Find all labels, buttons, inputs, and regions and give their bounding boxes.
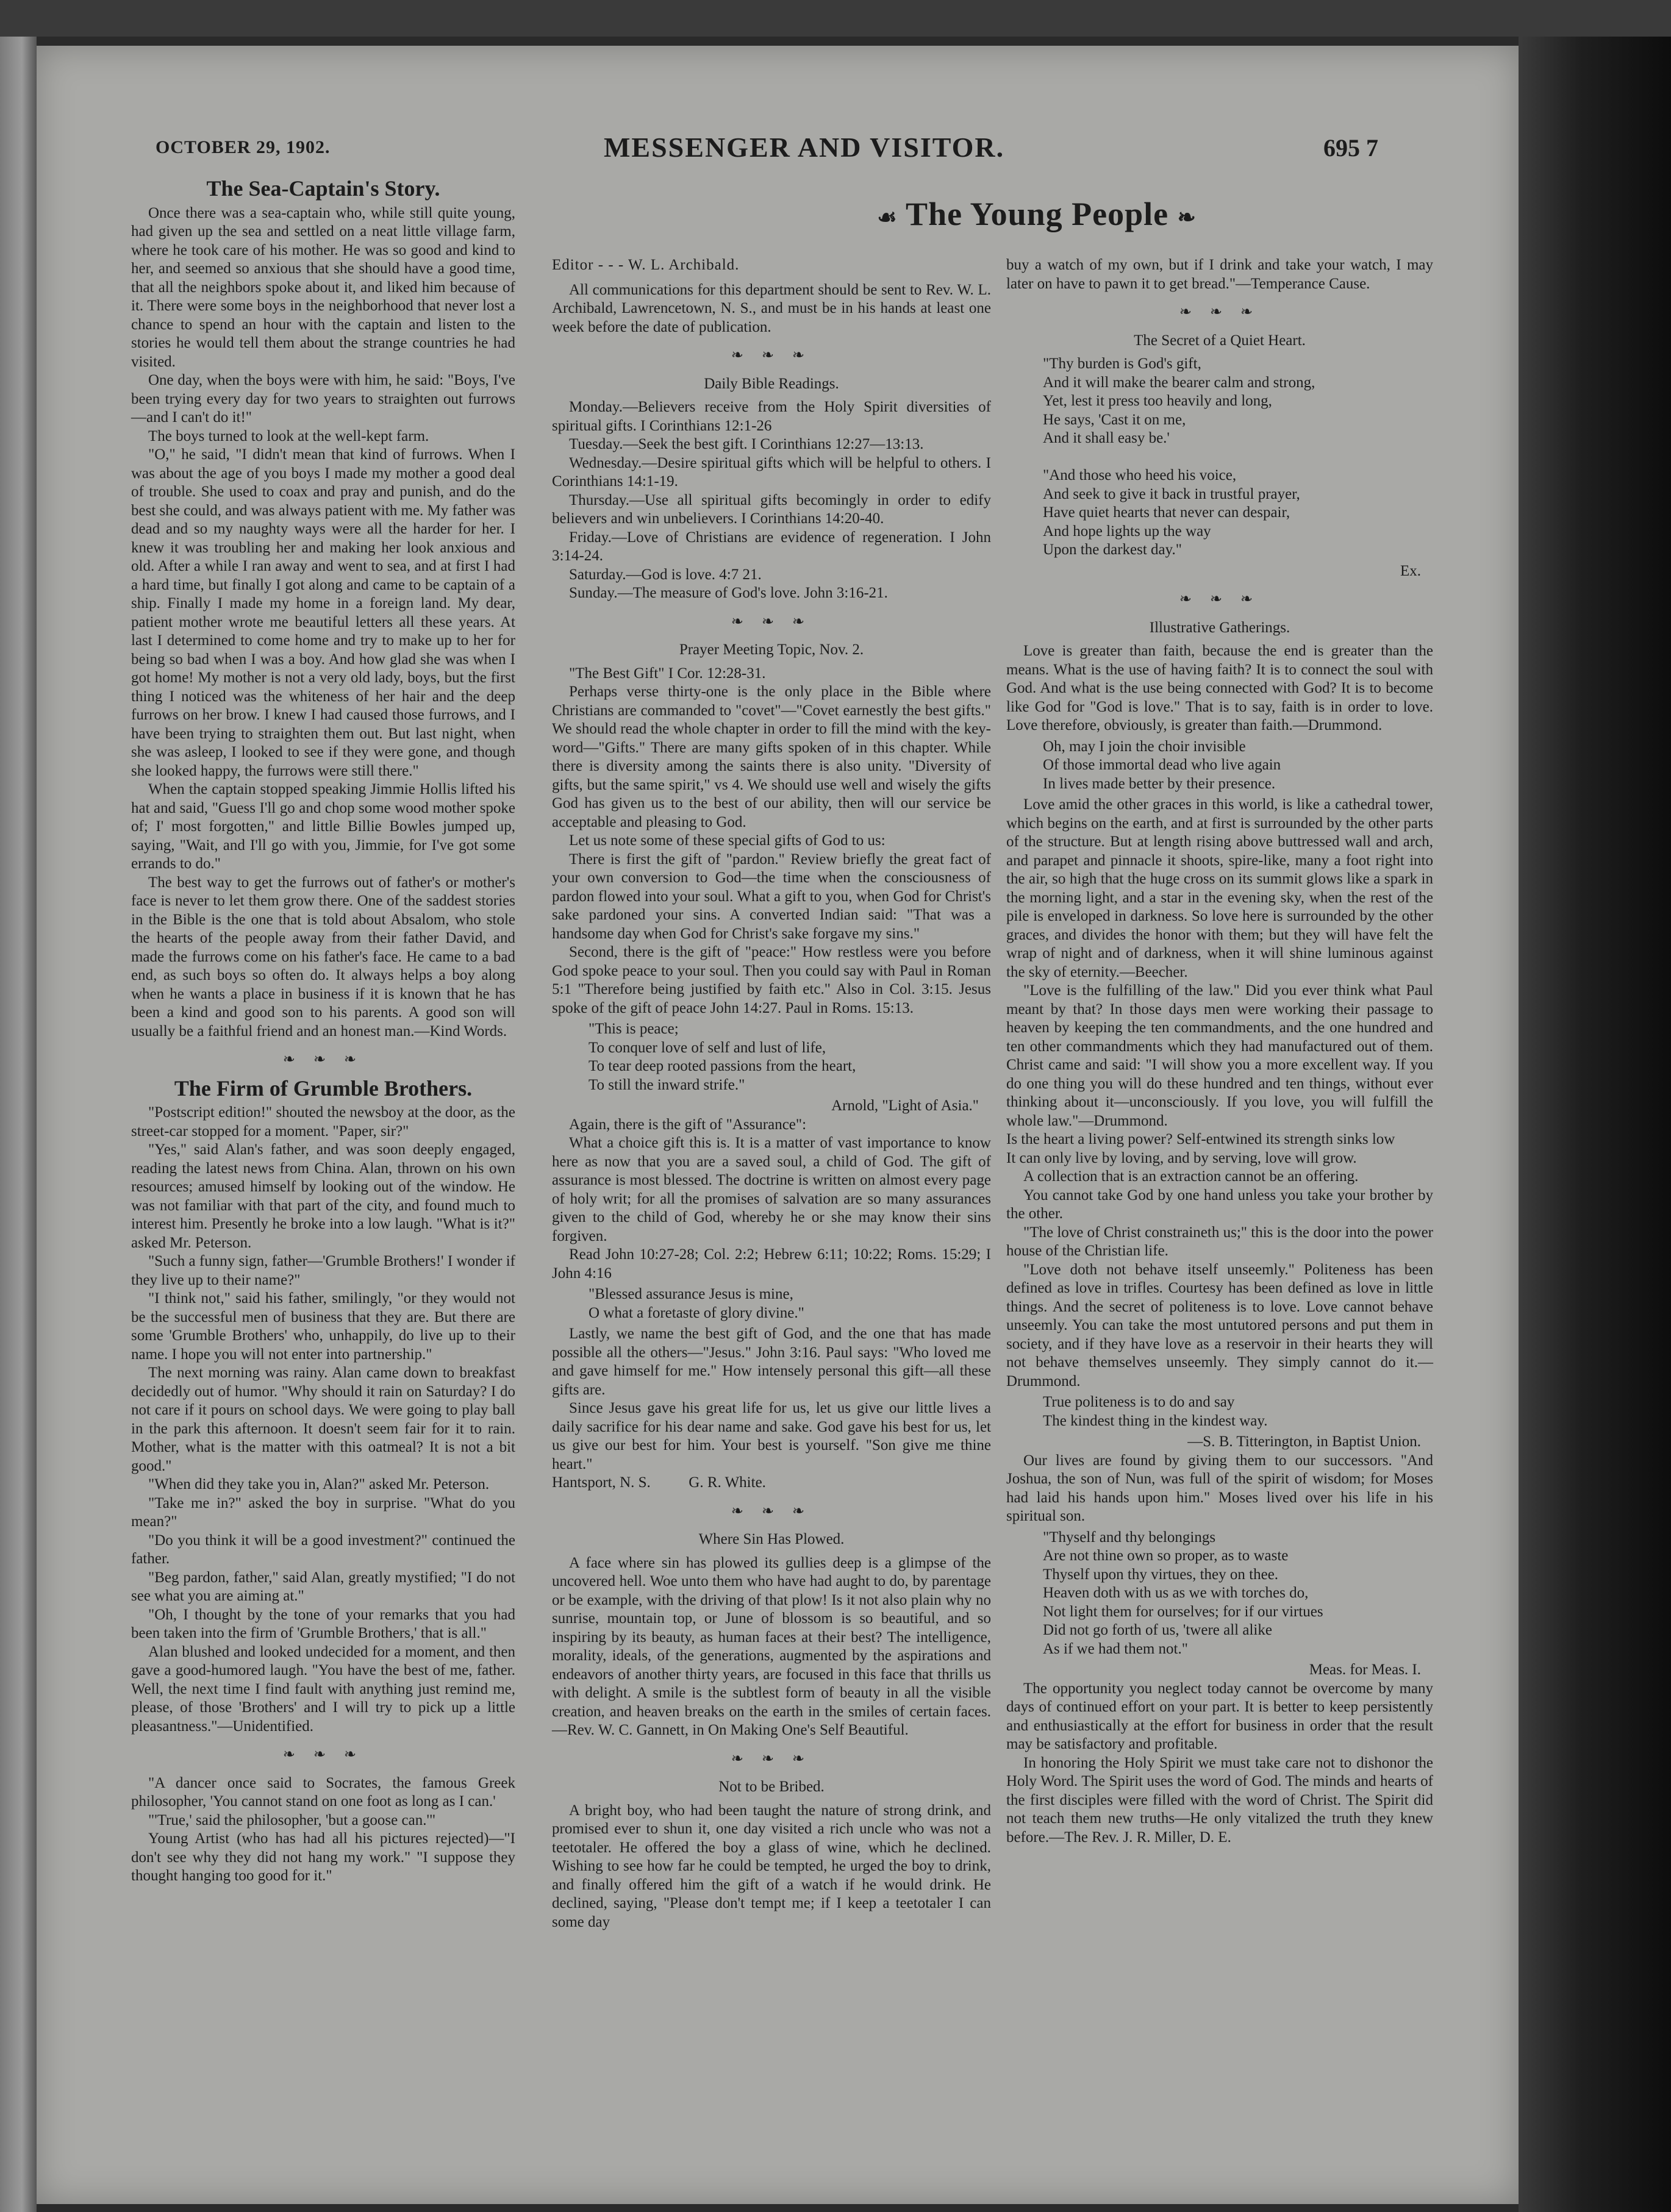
verse: "Blessed assurance Jesus is mine, O what a foretaste of glory divine."	[589, 1286, 804, 1321]
paragraph: "Such a funny sign, father—'Grumble Brothers!' I wonder if they live up to their name?"	[131, 1253, 515, 1288]
paragraph: What a choice gift this is. It is a matter of vast importance to know here as now that you are a saved soul, a child of God. The gift of assurance is most blessed. The doctrine is written on almost every page of holy writ; for all the promises of salvation are so many assurances given to the child of God, whereby he or she may know their sins forgiven.	[552, 1135, 991, 1244]
verse: "Thy burden is God's gift, And it will make the bearer calm and strong, Yet, lest it press too heavily and long, He says, 'Cast it on me, And it shall easy be.' "And those who heed his voice, And seek to give it back in trustful prayer, Have quiet hearts that never can despair, And hope lights up the way Upon the darkest day."	[1043, 355, 1315, 558]
paragraph: "The love of Christ constraineth us;" this is the door into the power house of the Christian life.	[1006, 1224, 1433, 1259]
paragraph: "Do you think it will be a good investment?" continued the father.	[131, 1532, 515, 1567]
ornament-divider-icon: ❧ ❧ ❧	[282, 1052, 364, 1068]
paragraph: Since Jesus gave his great life for us, let us give our little lives a daily sacrifice for his dear name and sake. God gave his best for us, let us give our best for him. Your best is yourself. "Son give me thine heart."	[552, 1400, 991, 1472]
paragraph: "When did they take you in, Alan?" asked Mr. Peterson.	[148, 1476, 490, 1493]
reading: Wednesday.—Desire spiritual gifts which will be helpful to others. I Corinthians 14:1-19.	[552, 454, 991, 490]
article-title: The Firm of Grumble Brothers.	[174, 1076, 473, 1101]
masthead	[116, 131, 1476, 168]
reading: Tuesday.—Seek the best gift. I Corinthians 12:27—13:13.	[569, 436, 924, 452]
paragraph: Young Artist (who has had all his pictures rejected)—"I don't see why they did not hang my work." "I suppose they thought hanging too good for it."	[131, 1830, 515, 1884]
paragraph: Second, there is the gift of "peace:" How restless were you before God spoke peace to your soul. Then you could say with Paul in Roman 5:1 "Therefore being justified by faith etc." Also in Col. 3:15. Jesus spoke of the gift of peace John 14:27. Paul in Roms. 15:13.	[552, 944, 991, 1016]
paragraph: Let us note some of these special gifts of God to us:	[569, 832, 886, 849]
reading: Thursday.—Use all spiritual gifts becomingly in order to edify believers and win unbelievers. I Corinthians 14:20-40.	[552, 491, 991, 527]
paragraph: You cannot take God by one hand unless you take your brother by the other.	[1006, 1186, 1433, 1222]
issue-date: OCTOBER 29, 1902.	[156, 137, 331, 157]
paragraph: "A dancer once said to Socrates, the famous Greek philosopher, 'You cannot stand on one foot as long as I can.'	[131, 1774, 515, 1810]
attribution: Meas. for Meas. I.	[1309, 1661, 1421, 1678]
subheading: Illustrative Gatherings.	[1149, 619, 1290, 636]
paragraph: There is first the gift of "pardon." Review briefly the great fact of your own conversion to God—the time when the consciousness of pardon flowed into your soul. What a gift to you, when God for Christ's sake pardoned your sins. A converted Indian said: "That was a handsome day when God for Christ's sake forgave my sins."	[552, 851, 991, 942]
editor-line: Editor - - - W. L. Archibald.	[552, 257, 740, 273]
attribution: Arnold, "Light of Asia."	[831, 1097, 979, 1114]
paragraph: When the captain stopped speaking Jimmie Hollis lifted his hat and said, "Guess I'll go and chop some wood mother spoke of; I' most forgotten," and little Billie Bowles jumped up, saying, "Wait, and I'll go with you, Jimmie, for I've got some errands to do."	[131, 781, 515, 872]
column-1	[131, 171, 515, 1886]
paragraph: "The Best Gift" I Cor. 12:28-31.	[569, 665, 766, 682]
paragraph: "I think not," said his father, smilingly, "or they would not be the successful men of business that they are. But there are some 'Grumble Brothers' who, unhappily, do live up to their name. I hope you will not enter into partnership."	[131, 1290, 515, 1363]
attribution: —S. B. Titterington, in Baptist Union.	[1187, 1433, 1421, 1450]
paragraph: "Love is the fulfilling of the law." Did you ever think what Paul meant by that? In those days men were working their passage to heaven by keeping the ten commandments, and the one hundred and ten other commandments which they had manufactured out of them. Christ came and said: "I will show you a more excellent way. If you do one thing you will do these hundred and ten things, without ever thinking about it—unconsciously. If you love, you will fulfill the whole law."—Drummond.	[1006, 982, 1433, 1129]
article-title: The Sea-Captain's Story.	[206, 176, 440, 201]
verse: "This is peace; To conquer love of self and lust of life, To tear deep rooted passions from the heart, To still the inward strife."	[589, 1021, 856, 1093]
page-number: 695 7	[1323, 134, 1378, 162]
paragraph: Our lives are found by giving them to our successors. "And Joshua, the son of Nun, was full of the spirit of wisdom; for Moses had laid his hands upon him." Moses lived over his life in his spiritual son.	[1006, 1452, 1433, 1524]
paragraph: The boys turned to look at the well-kept farm.	[148, 427, 429, 444]
ornament-right-icon: ❧	[1177, 205, 1197, 230]
paragraph: Again, there is the gift of "Assurance":	[569, 1116, 807, 1133]
paragraph: "Postscript edition!" shouted the newsboy at the door, as the street-car stopped for a moment. "Paper, sir?"	[131, 1104, 515, 1140]
paragraph: Alan blushed and looked undecided for a moment, and then gave a good-humored laugh. "You have the best of me, father. Well, the next time I find fault with anything just remind me, please, of those 'Brothers' and I will try to pick up a little pleasantness."—Unidentified.	[131, 1643, 515, 1735]
ornament-divider-icon: ❧ ❧ ❧	[282, 1747, 364, 1763]
subheading: Where Sin Has Plowed.	[698, 1531, 845, 1547]
reading: Monday.—Believers receive from the Holy Spirit diversities of spiritual gifts. I Corinthians 12:1-26	[552, 399, 991, 434]
paragraph: The opportunity you neglect today cannot be overcome by many days of continued effort on your part. It is better to keep persistently and enthusiastically at the effort for business in order that the result may be satisfactory and profitable.	[1006, 1680, 1433, 1752]
paragraph: "O," he said, "I didn't mean that kind of furrows. When I was about the age of you boys I made my mother a good deal of trouble. She used to coax and pray and punish, and do the best she could, and was always patient with me. My father was dead and so my naughty ways were all the harder for her. I knew it was troubling her and making her look anxious and old. After a while I ran away and went to sea, and at first I had a hard time, but finally I got along and came to be captain of a ship. Finally I made my home in a foreign land. My dear, patient mother wrote me beautiful letters all these years. At last I determined to come home and try to make up to her for being so bad when I was a boy. And how glad she was when I got home! My mother is not a very old lady, boys, but the first thing I noticed was the whiteness of her hair and the deep furrows on her brow. I knew I had caused those furrows, and I have been trying to straighten them out. But last night, when she was asleep, I looked to see if they were gone, and though she looked happy, the furrows were still there."	[131, 446, 515, 779]
subheading: Not to be Bribed.	[718, 1779, 825, 1795]
paragraph: buy a watch of my own, but if I drink and take your watch, I may later on have to pawn it to get bread."—Temperance Cause.	[1006, 257, 1433, 292]
reading: Saturday.—God is love. 4:7 21.	[569, 566, 762, 583]
ornament-left-icon: ☙	[877, 205, 898, 230]
attribution: Ex.	[1400, 562, 1421, 579]
verse: Oh, may I join the choir invisible Of those immortal dead who live again In lives made better by their presence.	[1043, 738, 1281, 792]
ornament-divider-icon: ❧ ❧ ❧	[731, 1750, 812, 1767]
paragraph: Once there was a sea-captain who, while still quite young, had given up the sea and settled on a neat little village farm, where he took care of his mother. He was so good and kind to her, and seemed so anxious that she should have a good time, that all the neighbors spoke about it, and liked him because of it. There were some boys in the neighborhood that never lost a chance to spend an hour with the captain and listen to the stories he would tell them about the strange countries he had visited.	[131, 204, 515, 370]
ornament-divider-icon: ❧ ❧ ❧	[1179, 591, 1261, 607]
column-2	[552, 256, 991, 1932]
paragraph: It can only live by loving, and by serving, love will grow.	[1006, 1149, 1357, 1166]
paragraph: "'True,' said the philosopher, 'but a goose can.'"	[148, 1811, 436, 1828]
paragraph: Is the heart a living power? Self-entwined its strength sinks low	[1006, 1131, 1395, 1147]
paragraph: Love amid the other graces in this world, is like a cathedral tower, which begins on the earth, and at first is surrounded by the other parts of the structure. But at length rising above buttressed wall and arch, and parapet and pinnacle it shoots, spire-like, many a foot right into the air, so high that the huge cross on its summit glows like a spark in the morning light, and a star in the evening sky, when the rest of the pile is enveloped in darkness. So love here is surrounded by the other graces, and divides the honor with them; but they will have felt the wrap of night and of darkness, when it will shine luminous against the sky of eternity.—Beecher.	[1006, 796, 1433, 980]
subheading: The Secret of a Quiet Heart.	[1134, 332, 1306, 349]
paragraph: Lastly, we name the best gift of God, and the one that has made possible all the others—"Jesus." John 3:16. Paul says: "Who loved me and gave himself for me." How intensely personal this gift—all these gifts are.	[552, 1325, 991, 1398]
paragraph: A bright boy, who had been taught the nature of strong drink, and promised ever to shun it, one day visited a rich uncle who was not a teetotaler. He offered the boy a glass of wine, which he declined. Wishing to see how far he could be tempted, he urged the boy to drink, and finally offered him the gift of a watch if he would drink. He declined, saying, "Please don't tempt me; if I keep a teetotaler I can some day	[552, 1802, 991, 1930]
ornament-divider-icon: ❧ ❧ ❧	[1179, 304, 1261, 320]
paragraph: "Take me in?" asked the boy in surprise. "What do you mean?"	[131, 1494, 515, 1530]
paragraph: Read John 10:27-28; Col. 2:2; Hebrew 6:11; 10:22; Roms. 15:29; I John 4:16	[552, 1246, 991, 1282]
signature: Hantsport, N. S. G. R. White.	[552, 1474, 766, 1491]
paragraph: "Yes," said Alan's father, and was soon deeply engaged, reading the latest news from China. Alan, thrown on his own resources; amused himself by looking out of the window. He was not familiar with that part of the city, and found much to interest him. Presently he broke into a low laugh. "What is it?" asked Mr. Peterson.	[131, 1141, 515, 1251]
paragraph: A collection that is an extraction cannot be an offering.	[1023, 1168, 1359, 1185]
reading: Sunday.—The measure of God's love. John 3:16-21.	[569, 585, 888, 601]
section-title: The Young People	[906, 196, 1169, 232]
column-3	[1006, 256, 1433, 1847]
verse: True politeness is to do and say The kindest thing in the kindest way.	[1043, 1394, 1268, 1429]
subheading: Daily Bible Readings.	[704, 375, 839, 392]
paragraph: The next morning was rainy. Alan came down to breakfast decidedly out of humor. "Why should it rain on Saturday? I do not care if it pours on school days. We were going to play ball in the park this afternoon. It doesn't seem fair for it to rain. Mother, what is the matter with this oatmeal? It is not a bit good."	[131, 1365, 515, 1474]
paragraph: "Beg pardon, father," said Alan, greatly mystified; "I do not see what you are aiming at."	[131, 1569, 515, 1604]
paragraph: "Love doth not behave itself unseemly." Politeness has been defined as love in trifles. Courtesy has been defined as love in little things. And the secret of politeness is to love. Love cannot behave unseemly. You can take the most untutored persons and put them in society, and if they have love as a reservoir in their hearts they will not behave themselves unseemly. They simply cannot do it.—Drummond.	[1006, 1261, 1433, 1390]
left-page-edge	[0, 37, 37, 2212]
reading: Friday.—Love of Christians are evidence of regeneration. I John 3:14-24.	[552, 529, 991, 564]
paragraph: The best way to get the furrows out of father's or mother's face is never to let them grow there. One of the saddest stories in the Bible is the one that is told about Absalom, who stole the hearts of the people away from their father David, and made the furrows come on his father's face. He came to a bad end, as such boys so often do. It always helps a boy along when he wants a place in business if it is known that he has been a kind and good son to his parents. A good son will usually be a faithful friend and an honest man.—Kind Words.	[131, 874, 515, 1040]
right-page-edge	[1519, 37, 1671, 2212]
verse: "Thyself and thy belongings Are not thine own so proper, as to waste Thyself upon thy virtues, they on thee. Heaven doth with us as we with torches do, Not light them for ourselves; for if our virtues Did not go forth of us, 'twere all alike As if we had them not."	[1043, 1529, 1323, 1657]
paragraph: Love is greater than faith, because the end is greater than the means. What is the use of having faith? It is to connect the soul with God. And what is the use being connected with God? It is to become like God for "God is love." That is to say, faith is in order to love. Love therefore, obviously, is greater than faith.—Drummond.	[1006, 643, 1433, 733]
ornament-divider-icon: ❧ ❧ ❧	[731, 1503, 812, 1519]
ornament-divider-icon: ❧ ❧ ❧	[731, 348, 812, 363]
newspaper-title: MESSENGER AND VISITOR.	[604, 132, 1005, 163]
notice: All communications for this department should be sent to Rev. W. L. Archibald, Lawrencetown, N. S., and must be in his hands at least one week before the date of publication.	[552, 281, 991, 335]
ornament-divider-icon: ❧ ❧ ❧	[731, 613, 812, 630]
subheading: Prayer Meeting Topic, Nov. 2.	[679, 641, 864, 658]
section-header	[793, 195, 1281, 233]
paragraph: One day, when the boys were with him, he said: "Boys, I've been trying every day for two years to straighten out furrows—and I can't do it!"	[131, 372, 515, 426]
paragraph: Perhaps verse thirty-one is the only place in the Bible where Christians are commanded to "covet"—"Covet earnestly the best gifts." We should read the whole chapter in order to fill the mind with the key-word—"Gifts." There are many gifts spoken of in this chapter. While there is diversity among the saints there is also unity. "Diversity of gifts, but the same spirit," vs 4. We should use well and wisely the gifts God has given us to the best of our ability, then will our service be acceptable and pleasing to God.	[552, 683, 991, 830]
paragraph: In honoring the Holy Spirit we must take care not to dishonor the Holy Word. The Spirit uses the word of God. The minds and hearts of the first disciples were filled with the word of Christ. The Spirit did not teach them new truths—He only vitalized the truth they knew before.—The Rev. J. R. Miller, D. E.	[1006, 1754, 1433, 1846]
paragraph: A face where sin has plowed its gullies deep is a glimpse of the uncovered hell. Woe unto them who have had aught to do, by parentage or be example, with the driving of that plow! Is it not also plain why no sunrise, mountain top, or June of blossom is so beautiful, and so inspiring by its beauty, as human faces at their best? The intelligence, morality, ideals, of the generations, augmented by the aspirations and endeavors of another thirty years, are focused in this face that thrills us with delight. A smile is the subtlest form of beauty in all the visible creation, and heaven breaks on the earth in the smiles of certain faces.—Rev. W. C. Gannett, in On Making One's Self Beautiful.	[552, 1554, 991, 1738]
paragraph: "Oh, I thought by the tone of your remarks that you had been taken into the firm of 'Grumble Brothers,' that is all."	[131, 1606, 515, 1641]
